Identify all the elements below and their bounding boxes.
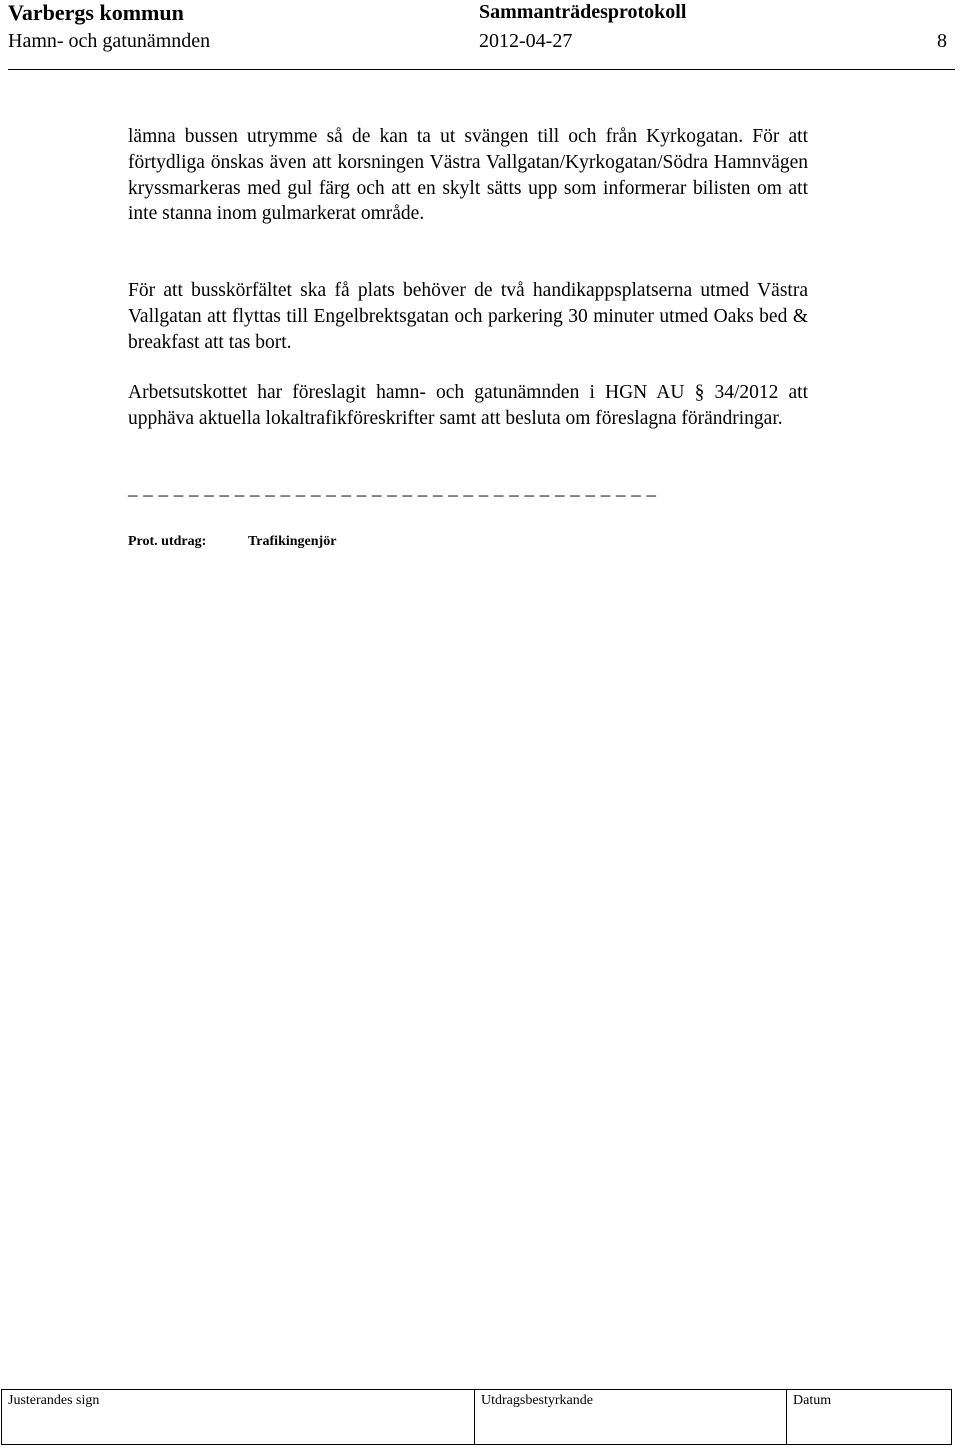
prot-utdrag-label: Prot. utdrag: (128, 534, 207, 549)
body-paragraph-1: lämna bussen utrymme så de kan ta ut svängen till och från Kyrkogatan. För att förtydliga önskas även att korsningen Västra Vallgatan/Kyrkogatan/Södra Hamnvägen kryssmarkeras med gul färg och att en skylt sätts upp som informerar bilisten om att inte stanna inom gulmarkerat område. (128, 126, 808, 225)
page-number: 8 (937, 30, 947, 52)
header-divider (8, 69, 955, 70)
utdragsbestyrkande-cell (474, 1390, 786, 1444)
justerandes-sign-label: Justerandes sign (8, 1393, 100, 1408)
prot-utdrag-recipient: Trafikingenjör (248, 534, 337, 549)
utdragsbestyrkande-label: Utdragsbestyrkande (481, 1393, 593, 1408)
meeting-date: 2012-04-27 (479, 30, 573, 52)
body-paragraph-2: För att busskörfältet ska få plats behöver de två handikappsplatserna utmed Västra Vallgatan att flyttas till Engelbrektsgatan och parkering 30 minuter utmed Oaks bed & breakfast att tas bort. (128, 280, 808, 353)
section-separator: _ _ _ _ _ _ _ _ _ _ _ _ _ _ _ _ _ _ _ _ _ _ _ _ _ _ _ _ _ _ _ _ _ _ _ (128, 478, 657, 499)
organization-name: Varbergs kommun (8, 0, 184, 25)
committee-name: Hamn- och gatunämnden (8, 30, 211, 52)
body-paragraph-3: Arbetsutskottet har föreslagit hamn- och gatunämnden i HGN AU § 34/2012 att upphäva aktuella lokaltrafikföreskrifter samt att besluta om föreslagna förändringar. (128, 382, 808, 429)
signature-footer (1, 1389, 952, 1445)
document-type: Sammanträdesprotokoll (479, 1, 687, 23)
datum-label: Datum (793, 1393, 832, 1408)
justerandes-sign-cell (2, 1390, 474, 1444)
datum-cell (786, 1390, 951, 1444)
